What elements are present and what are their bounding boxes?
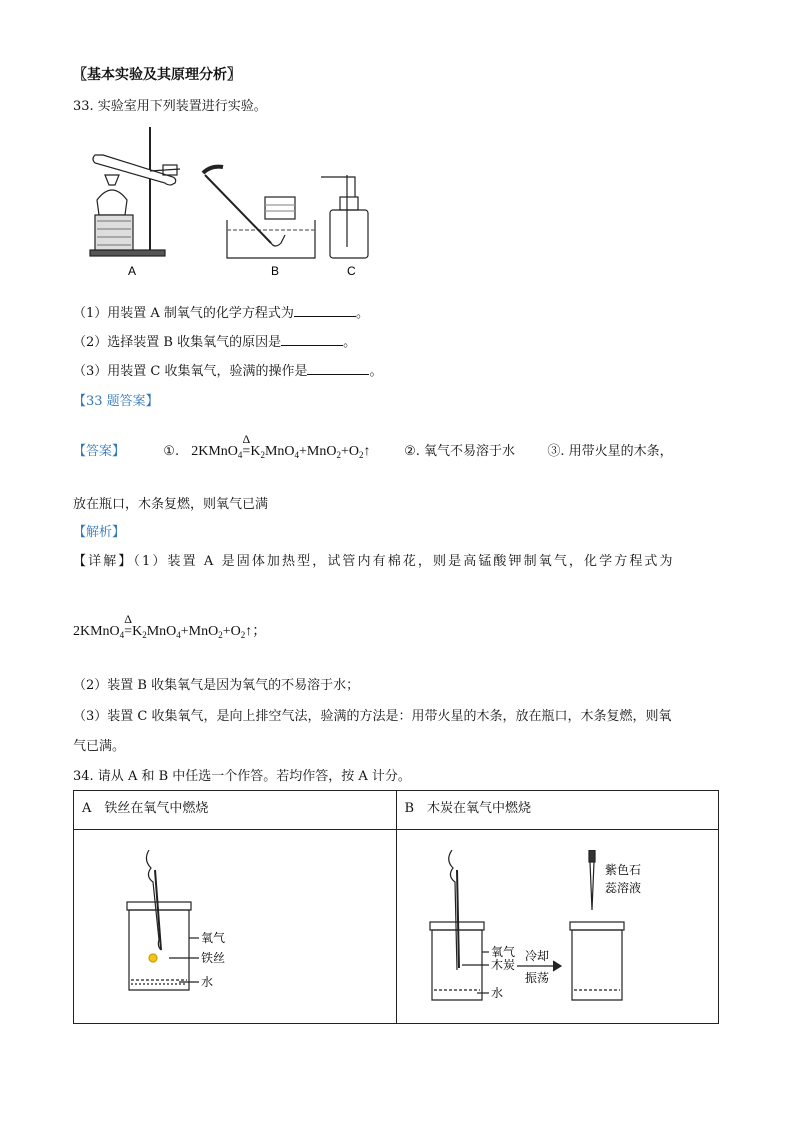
q33-sub2: （2）选择装置 B 收集氧气的原因是 。 — [73, 335, 357, 350]
label-iron-wire: 铁丝 — [201, 951, 226, 965]
answer-line: 【答案】 ①. 2KMnO$_4$ Δ $=K_2MnO_4+MnO_2+O_2↑$ ②. 氧气不易溶于水 ③. 用带火星的木条， — [73, 432, 673, 460]
label-cool: 冷却 — [524, 949, 549, 963]
label-shake: 振荡 — [524, 971, 549, 985]
answer-header: 【33 题答案】 — [73, 394, 159, 409]
answer-continue: 放在瓶口，木条复燃，则氧气已满 — [73, 497, 269, 512]
answer-blank[interactable] — [307, 362, 369, 375]
charcoal-combustion-figure — [417, 850, 717, 1010]
label-charcoal: 木炭 — [490, 958, 515, 972]
detail-1: 【详解】（1）装置 A 是固体加热型，试管内有棉花，则是高锰酸钾制氧气，化学方程式为 — [73, 554, 675, 569]
label-a: A — [128, 264, 137, 278]
label-water: 水 — [490, 986, 503, 1000]
q34-figure-b-cell — [396, 830, 719, 1024]
iron-wire-combustion-figure — [99, 850, 249, 1010]
q33-sub3: （3）用装置 C 收集氧气，验满的操作是 。 — [73, 364, 383, 379]
equation-detail: 2KMnO$_4$ Δ $=K_2MnO_4+MnO_2+O_2↑$； — [73, 612, 267, 640]
q34-col-a-title: A 铁丝在氧气中燃烧 — [74, 791, 397, 830]
label-litmus-1: 紫色石 — [604, 863, 641, 877]
equation-answer: 2KMnO$_4$ Δ $=K_2MnO_4+MnO_2+O_2↑$ — [191, 432, 371, 460]
label-c: C — [347, 264, 356, 278]
answer-blank[interactable] — [294, 304, 356, 317]
answer-blank[interactable] — [281, 333, 343, 346]
q34-col-b-title: B 木炭在氧气中燃烧 — [396, 791, 719, 830]
analysis-tag: 【解析】 — [73, 525, 126, 540]
q34-stem: 34. 请从 A 和 B 中任选一个作答。若均作答，按 A 计分。 — [73, 769, 411, 784]
q33-sub1: （1）用装置 A 制氧气的化学方程式为 。 — [73, 306, 369, 321]
detail-3b: 气已满。 — [73, 739, 126, 754]
label-water: 水 — [201, 975, 214, 989]
q33-stem: 33. 实验室用下列装置进行实验。 — [73, 99, 267, 114]
section-title: 〖基本实验及其原理分析〗 — [73, 67, 241, 83]
q33-apparatus-figure — [85, 125, 385, 285]
label-oxygen: 氧气 — [490, 945, 515, 959]
detail-3a: （3）装置 C 收集氧气，是向上排空气法，验满的方法是：用带火星的木条，放在瓶口，木条复燃，则氧 — [73, 709, 672, 724]
label-b: B — [271, 264, 280, 278]
q34-table — [73, 790, 719, 1024]
q34-figure-a-cell — [74, 830, 397, 1024]
detail-2: （2）装置 B 收集氧气是因为氧气的不易溶于水； — [73, 678, 360, 693]
label-oxygen: 氧气 — [201, 931, 226, 945]
label-litmus-2: 蕊溶液 — [604, 881, 641, 895]
